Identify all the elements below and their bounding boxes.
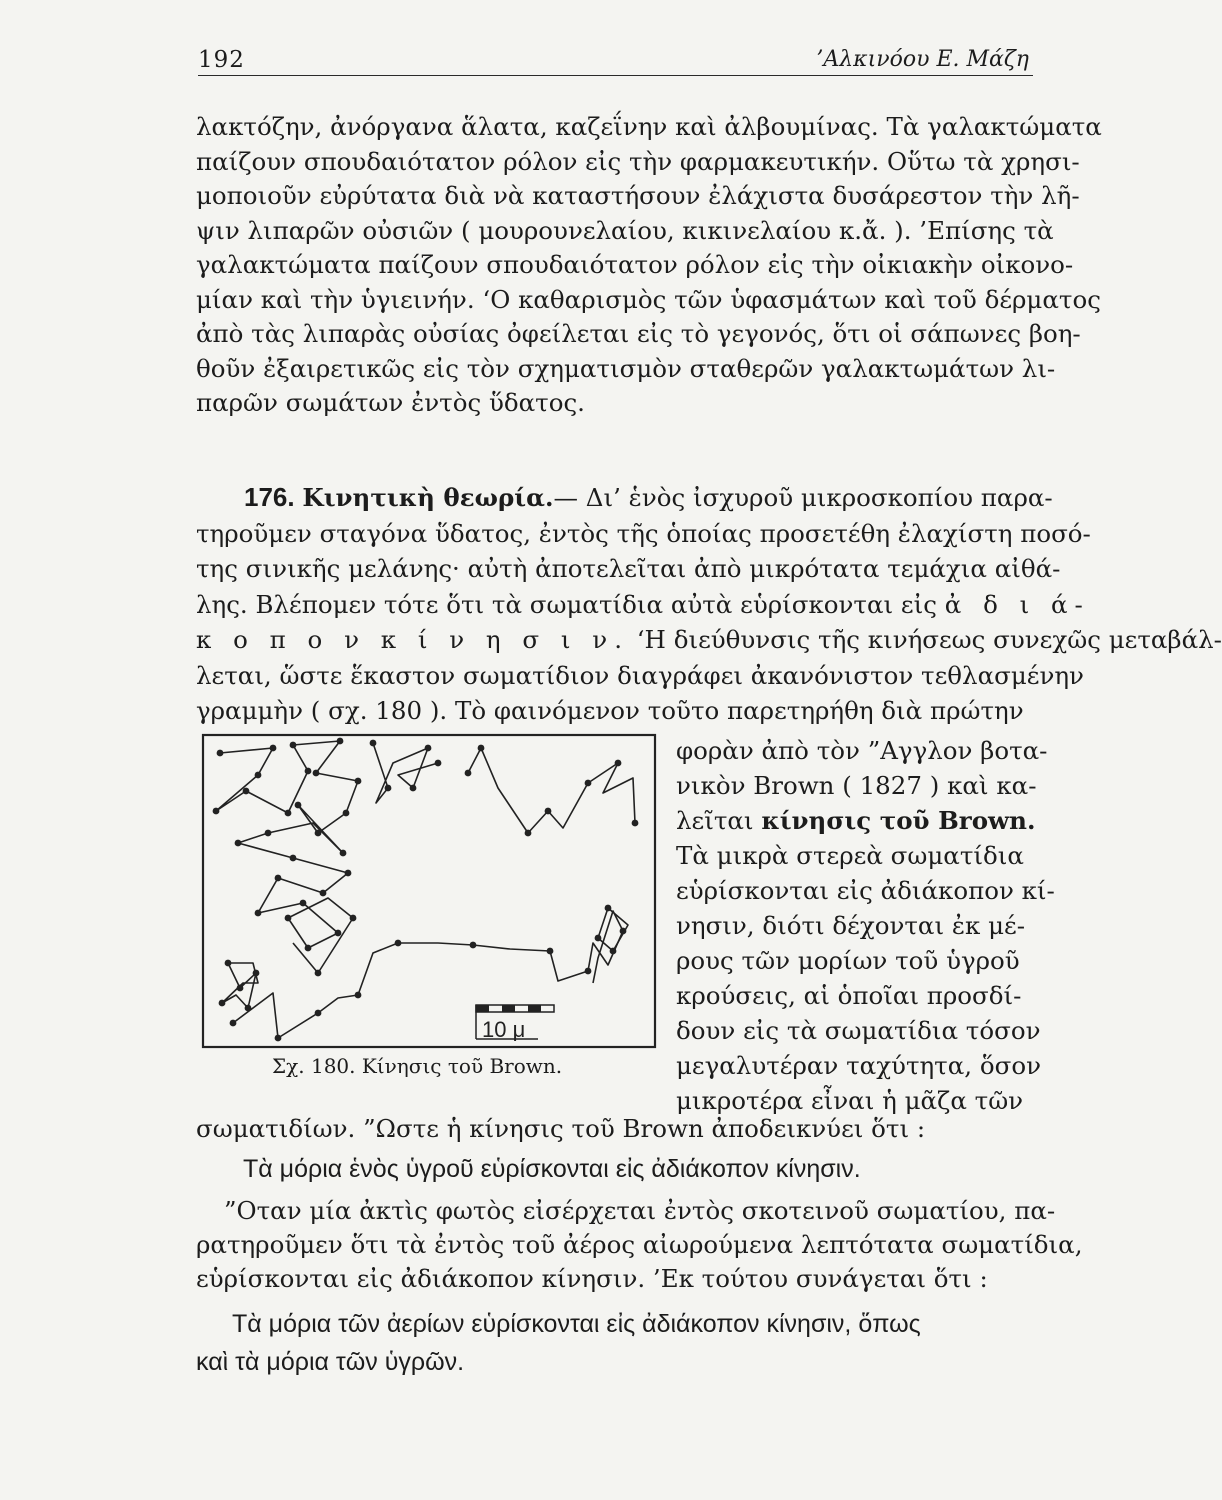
particle-path-5 [233, 911, 623, 1038]
text-line: λεται, ὥστε ἕκαστον σωματίδιον διαγράφει ἀκανόνιστον τεθλασμένην [196, 660, 1084, 690]
paragraph-emulsions [196, 110, 1102, 421]
particle-path-2 [373, 743, 438, 803]
text-line: γραμμὴν ( σχ. 180 ). Τὸ φαινόμενον τοῦτο παρετηρήθη διὰ πρώτην [196, 696, 1024, 725]
text-line: Τὰ μικρὰ στερεὰ σωματίδια [676, 841, 1024, 870]
section-number: 176. [244, 482, 295, 512]
path-lines [216, 741, 635, 1038]
text-line: εὑρίσκονται εἰς ἀδιάκοπον κί- [676, 876, 1055, 905]
text-line: ἀπὸ τὰς λιπαρὰς οὐσίας ὀφείλεται εἰς τὸ γεγονός, ὅτι οἱ σάπωνες βοη- [196, 319, 1081, 348]
page-number: 192 [198, 47, 245, 73]
text-line: φορὰν ἀπὸ τὸν ”Αγγλον βοτα- [676, 736, 1048, 765]
text-line: ρους τῶν μορίων τοῦ ὑγροῦ [676, 946, 1020, 975]
scale-label: 10 μ [482, 1017, 526, 1042]
statement-liquids: Τὰ μόρια ἑνὸς ὑγροῦ εὑρίσκονται εἰς ἀδιάκοπον κίνησιν. [243, 1155, 861, 1183]
text-fragment: ‘Η διεύθυνσις τῆς κινήσεως συνεχῶς μεταβάλ- [628, 625, 1222, 654]
scale-bar [476, 1005, 554, 1042]
section-176 [196, 480, 1222, 729]
paragraph-light-ray [196, 1194, 1083, 1296]
spaced-emphasis: κ ο π ο ν κ ί ν η σ ι ν. [196, 625, 629, 654]
statement-gases [196, 1305, 1032, 1381]
text-line: λακτόζην, ἀνόργανα ἅλατα, καζεΐνην καὶ ἀλβουμίνας. Τὰ γαλακτώματα [196, 112, 1102, 141]
brownian-motion-figure [198, 733, 660, 1051]
text-line: τηροῦμεν σταγόνα ὕδατος, ἐντὸς τῆς ὁποίας προσετέθη ἐλαχίστη ποσό- [196, 518, 1091, 548]
text-line: ψιν λιπαρῶν οὐσιῶν ( μουρουνελαίου, κικινελαίου κ.ἄ. ). ’Επίσης τὰ [196, 215, 1054, 245]
text-line: μεγαλυτέραν ταχύτητα, ὅσον [676, 1051, 1041, 1080]
particle-path-1 [216, 741, 358, 973]
text-line: παρῶν σωμάτων ἐντὸς ὕδατος. [196, 388, 585, 417]
text-line: ρατηροῦμεν ὅτι τὰ ἐντὸς τοῦ ἀέρος αἰωρούμενα λεπτότατα σωματίδια, [196, 1230, 1083, 1259]
text-fragment: λεῖται [676, 806, 762, 835]
text-line: ”Οταν μία ἀκτὶς φωτὸς εἰσέρχεται ἐντὸς σκοτεινοῦ σωματίου, πα- [224, 1196, 1056, 1225]
text-line [196, 622, 1222, 658]
section-intro: — Δι’ ἑνὸς ἰσχυροῦ μικροσκοπίου παρα- [553, 483, 1053, 512]
wrapped-text-column [676, 733, 1055, 1118]
continuation-line: σωματιδίων. ”Ωστε ἡ κίνησις τοῦ Brown ἀποδεικνύει ὅτι : [196, 1114, 926, 1143]
text-line [196, 587, 1090, 623]
figure-caption: Σχ. 180. Κίνησις τοῦ Brown. [272, 1054, 563, 1078]
text-line: της σινικῆς μελάνης· αὐτὴ ἀποτελεῖται ἀπὸ μικρότατα τεμάχια αἰθά- [196, 554, 1061, 583]
page-header [198, 45, 1033, 76]
running-head: ’Αλκινόου Ε. Μάζη [816, 47, 1029, 72]
spaced-emphasis: ἀ δ ι ά- [944, 589, 1090, 619]
text-line: μοποιοῦν εὐρύτατα διὰ νὰ καταστήσουν ἐλάχιστα δυσάρεστον τὴν λῆ- [196, 181, 1080, 210]
text-line: θοῦν ἐξαιρετικῶς εἰς τὸν σχηματισμὸν σταθερῶν γαλακτωμάτων λι- [196, 353, 1056, 383]
particle-points [213, 738, 639, 1042]
text-line [676, 803, 1036, 838]
text-line: μικροτέρα εἶναι ἡ μᾶζα τῶν [676, 1086, 1024, 1115]
text-line: κρούσεις, αἱ ὁποῖαι προσδί- [676, 981, 1022, 1010]
section-heading-line [196, 480, 1053, 516]
particle-path-3 [468, 748, 635, 833]
text-line: νησιν, διότι δέχονται ἐκ μέ- [676, 911, 1025, 940]
brownian-motion-term: κίνησις τοῦ Brown. [761, 806, 1036, 835]
text-line: Τὰ μόρια τῶν ἀερίων εὑρίσκονται εἰς ἀδιάκοπον κίνησιν, ὅπως [232, 1310, 921, 1338]
section-title: Κινητικὴ θεωρία. [302, 483, 554, 512]
brownian-paths-diagram [198, 733, 660, 1051]
text-line: νικὸν Brown ( 1827 ) καὶ κα- [676, 771, 1037, 800]
text-line: καὶ τὰ μόρια τῶν ὑγρῶν. [196, 1348, 465, 1376]
text-line: εὑρίσκονται εἰς ἀδιάκοπον κίνησιν. ’Εκ τούτου συνάγεται ὅτι : [196, 1264, 988, 1293]
text-line: γαλακτώματα παίζουν σπουδαιότατον ρόλον εἰς τὴν οἰκιακὴν οἰκονο- [196, 250, 1074, 279]
text-line: παίζουν σπουδαιότατον ρόλον εἰς τὴν φαρμακευτικήν. Οὕτω τὰ χρησι- [196, 146, 1080, 176]
text-line: μίαν καὶ τὴν ὑγιεινήν. ‘Ο καθαρισμὸς τῶν ὑφασμάτων καὶ τοῦ δέρματος [196, 284, 1101, 314]
text-line: δουν εἰς τὰ σωματίδια τόσον [676, 1016, 1041, 1045]
text-fragment: λης. Βλέπομεν τότε ὅτι τὰ σωματίδια αὐτὰ εὑρίσκονται εἰς [196, 589, 937, 619]
